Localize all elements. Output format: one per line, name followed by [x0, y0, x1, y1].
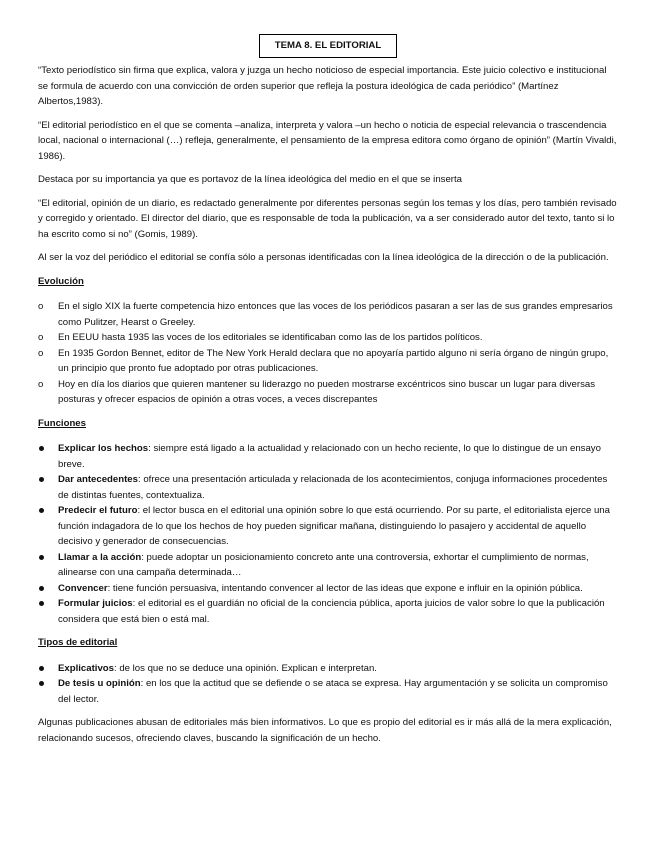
intro-paragraph-1: “Texto periodístico sin firma que explica, valora y juzga un hecho noticioso de especial importancia. Este juicio colectivo e institucional se formula de acuerdo con una convicción de orden superior que refleja la postura ideológica de cada periódico” (Martínez Albertos,1983). [38, 65, 607, 107]
funciones-heading: Funciones [38, 417, 86, 429]
description: : puede adoptar un posicionamiento concreto ante una controversia, exhortar el cumplimiento de normas, alinearse con una campaña determinada… [58, 551, 589, 578]
term: Explicar los hechos [58, 443, 149, 454]
page-title: TEMA 8. EL EDITORIAL [259, 34, 397, 58]
term: Formular juicios [58, 598, 133, 609]
description: : el lector busca en el editorial una opinión sobre lo que está ocurriendo. Por su parte, el editorialista ejerce una función indagadora de lo que los hechos de hoy pueden significar mañana, distinguiendo lo pasajero y accidental de aquello decisivo y generador de consecuencias. [58, 505, 610, 547]
list-item: o Hoy en día los diarios que quieren mantener su liderazgo no pueden mostrarse excéntricos sino buscar un lugar para diversas posturas y ofrecer espacios de opinión a otras voces, a veces discrepantes [38, 377, 618, 408]
evolucion-heading: Evolución [38, 275, 84, 287]
term: Predecir el futuro [58, 505, 138, 516]
description: : tiene función persuasiva, intentando convencer al lector de las ideas que expone e influir en la opinión pública. [107, 582, 583, 594]
description: : en los que la actitud que se defiende o se ataca se expresa. Hay argumentación y se solicita un compromiso del lector. [58, 678, 608, 705]
list-item: o En EEUU hasta 1935 las voces de los editoriales se identificaban como las de los partidos políticos. [38, 330, 618, 346]
term: Convencer [58, 582, 108, 594]
list-item [38, 581, 618, 597]
list-item [38, 661, 618, 677]
description: : de los que no se deduce una opinión. Explican e interpretan. [114, 662, 377, 674]
term: Dar antecedentes [58, 474, 138, 485]
evolucion-list [38, 299, 618, 408]
intro-paragraph-3: Destaca por su importancia ya que es portavoz de la línea ideológica del medio en el que se inserta [38, 174, 462, 185]
list-item [38, 472, 618, 503]
term: Llamar a la acción [58, 551, 142, 563]
intro-paragraph-4: “El editorial, opinión de un diario, es redactado generalmente por diferentes personas según los temas y los días, pero también revisado y corregido y orientado. El director del diario, que es responsable de toda la publicación, va a ser considerado autor del texto, tanto si lo ha escrito como si no” (Gomis, 1989). [38, 197, 617, 240]
tipos-heading: Tipos de editorial [38, 637, 118, 648]
document-page [38, 34, 618, 754]
closing-paragraph: Algunas publicaciones abusan de editoriales más bien informativos. Lo que es propio del editorial es ir más allá de la mera explicación, relacionando sucesos, ofreciendo claves, buscando la significación de un hecho. [38, 717, 612, 744]
tipos-list [38, 661, 618, 708]
list-item [38, 676, 618, 707]
funciones-list [38, 441, 618, 627]
list-item [38, 441, 618, 472]
term: De tesis u opinión [58, 678, 141, 689]
intro-paragraph-2: “El editorial periodístico en el que se comenta –analiza, interpreta y valora –un hecho o noticia de especial relevancia o trascendencia local, nacional o internacional (…) refleja, generalmente, el pensamiento de la empresa editora como órgano de opinión” (Martín Vivaldi, 1986). [38, 119, 617, 162]
term: Explicativos [58, 662, 114, 674]
list-item [38, 503, 618, 550]
list-item [38, 596, 618, 627]
list-item: o En el siglo XIX la fuerte competencia hizo entonces que las voces de los periódicos pasaran a ser las de sus grandes empresarios como Pulitzer, Hearst o Greeley. [38, 299, 618, 330]
title-wrap [38, 34, 618, 58]
description: : siempre está ligado a la actualidad y relacionado con un hecho reciente, lo que lo distingue de un ensayo breve. [58, 443, 601, 470]
list-item [38, 550, 618, 581]
intro-paragraph-5: Al ser la voz del periódico el editorial se confía sólo a personas identificadas con la línea ideológica de la dirección o de la publicación. [38, 252, 609, 263]
description: : ofrece una presentación articulada y relacionada de los acontecimientos, conjuga informaciones procedentes de distintas fuentes, contextualiza. [58, 474, 608, 501]
description: : el editorial es el guardián no oficial de la conciencia pública, aporta juicios de valor sobre lo que la publicación considera que está bien o está mal. [58, 598, 605, 625]
list-item: o En 1935 Gordon Bennet, editor de The New York Herald declara que no apoyaría partido alguno ni sería órgano de ningún grupo, un principio que pronto fue adoptado por otras publicaciones. [38, 346, 618, 377]
